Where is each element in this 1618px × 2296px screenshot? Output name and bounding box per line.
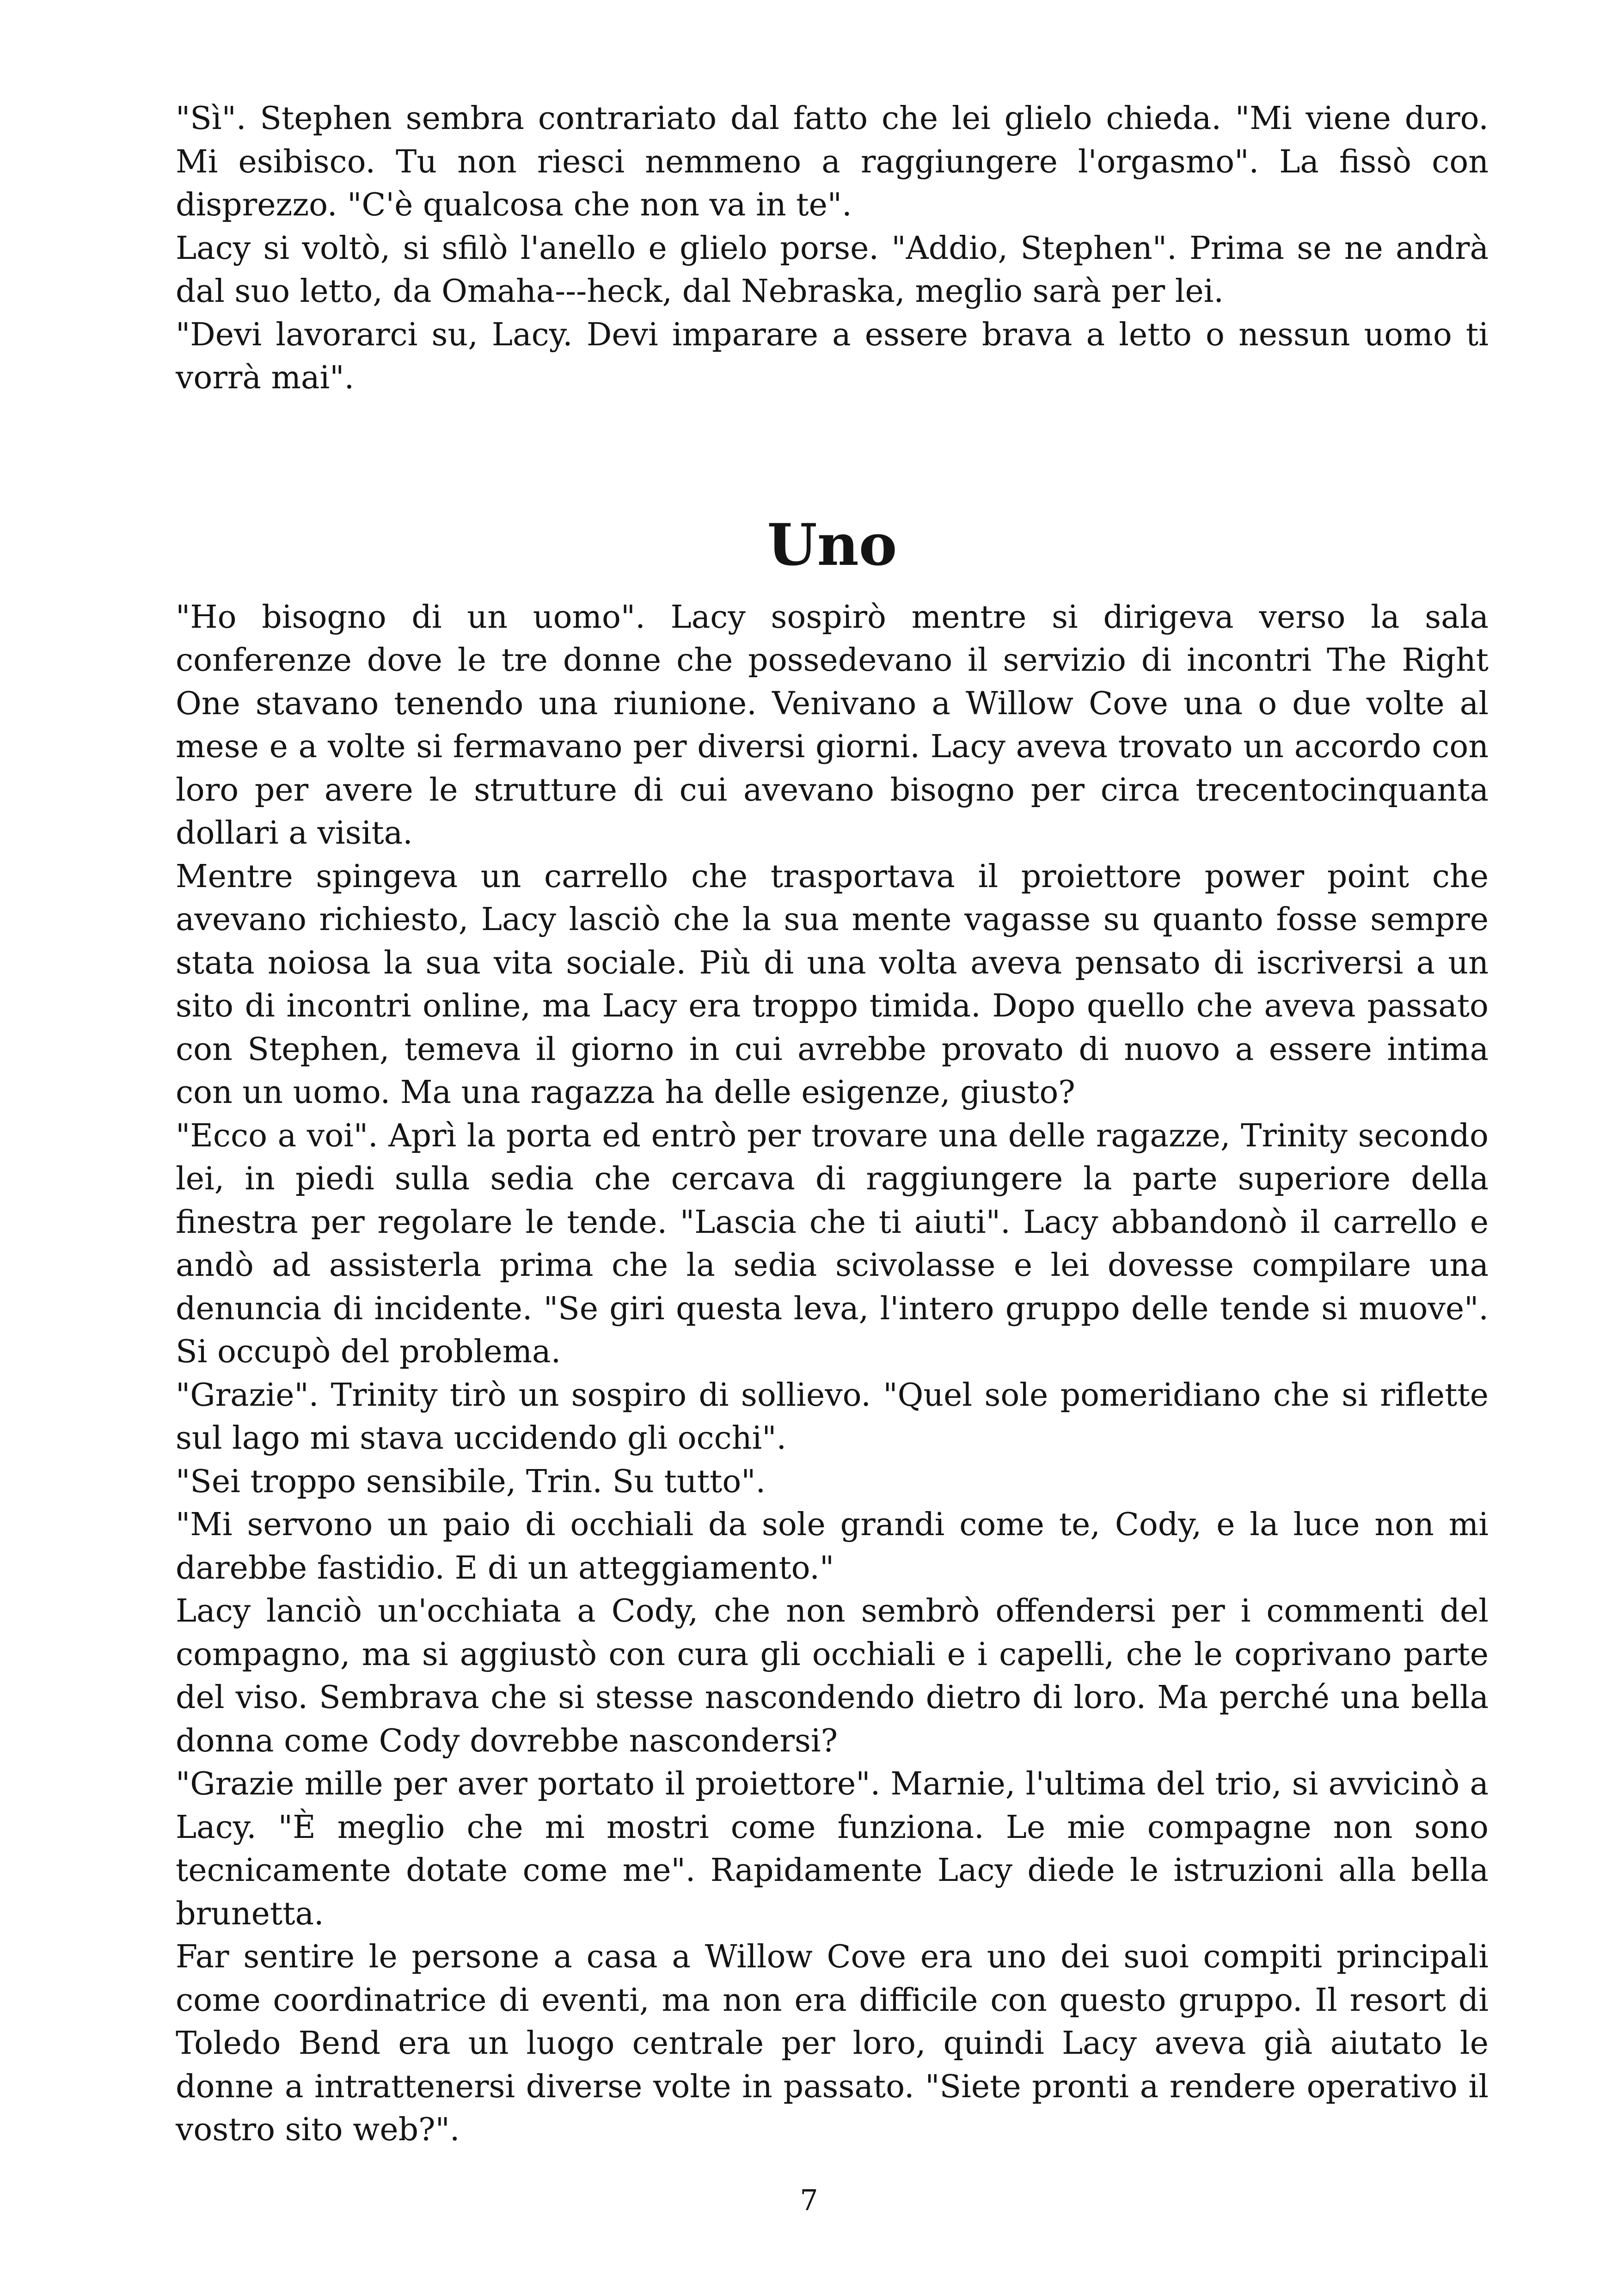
top-section — [176, 97, 1489, 400]
paragraph: "Sei troppo sensibile, Trin. Su tutto". — [176, 1463, 766, 1500]
paragraph: "Grazie". Trinity tirò un sospiro di sollievo. "Quel sole pomeridiano che si riflette sul lago mi stava uccidendo gli occhi". — [176, 1377, 1489, 1457]
title-gap — [176, 580, 1489, 596]
paragraph: "Ecco a voi". Aprì la porta ed entrò per trovare una delle ragazze, Trinity secondo lei, in piedi sulla sedia che cercava di raggiungere la parte superiore della finestra per regolare le tende. "Lascia che ti aiuti". Lacy abbandonò il carrello e andò ad assisterla prima che la sedia scivolasse e lei dovesse compilare una denuncia di incidente. "Se giri questa leva, l'intero gruppo delle tende si muove". Si occupò del problema. — [176, 1117, 1489, 1370]
paragraph: Mentre spingeva un carrello che trasportava il proiettore power point che avevano richiesto, Lacy lasciò che la sua mente vagasse su quanto fosse sempre stata noiosa la sua vita sociale. Più di una volta aveva pensato di iscriversi a un sito di incontri online, ma Lacy era troppo timida. Dopo quello che aveva passato con Stephen, temeva il giorno in cui avrebbe provato di nuovo a essere intima con un uomo. Ma una ragazza ha delle esigenze, giusto? — [176, 858, 1489, 1111]
chapter-body — [176, 596, 1489, 2152]
paragraph: Lacy si voltò, si sfilò l'anello e glielo porse. "Addio, Stephen". Prima se ne andrà dal suo letto, da Omaha---heck, dal Nebraska, meglio sarà per lei. — [176, 230, 1489, 310]
paragraph: Lacy lanciò un'occhiata a Cody, che non sembrò offendersi per i commenti del compagno, ma si aggiustò con cura gli occhiali e i capelli, che le coprivano parte del viso. Sembrava che si stesse nascondendo dietro di loro. Ma perché una bella donna come Cody dovrebbe nascondersi? — [176, 1593, 1489, 1759]
paragraph: Far sentire le persone a casa a Willow Cove era uno dei suoi compiti principali come coordinatrice di eventi, ma non era difficile con questo gruppo. Il resort di Toledo Bend era un luogo centrale per loro, quindi Lacy aveva già aiutato le donne a intrattenersi diverse volte in passato. "Siete pronti a rendere operativo il vostro sito web?". — [176, 1939, 1489, 2148]
page-number: 7 — [800, 2183, 818, 2217]
page-body — [176, 97, 1489, 2152]
paragraph: "Ho bisogno di un uomo". Lacy sospirò mentre si dirigeva verso la sala conferenze dove le tre donne che possedevano il servizio di incontri The Right One stavano tenendo una riunione. Venivano a Willow Cove una o due volte al mese e a volte si fermavano per diversi giorni. Lacy aveva trovato un accordo con loro per avere le strutture di cui avevano bisogno per circa trecentocinquanta dollari a visita. — [176, 599, 1489, 851]
chapter-title: Uno — [767, 511, 897, 579]
paragraph: "Sì". Stephen sembra contrariato dal fatto che lei glielo chieda. "Mi viene duro. Mi esibisco. Tu non riesci nemmeno a raggiungere l'orgasmo". La fissò con disprezzo. "C'è qualcosa che non va in te". — [176, 100, 1489, 223]
section-gap — [176, 400, 1489, 511]
paragraph: "Mi servono un paio di occhiali da sole grandi come te, Cody, e la luce non mi darebbe fastidio. E di un atteggiamento." — [176, 1506, 1489, 1586]
paragraph: "Grazie mille per aver portato il proiettore". Marnie, l'ultima del trio, si avvicinò a Lacy. "È meglio che mi mostri come funziona. Le mie compagne non sono tecnicamente dotate come me". Rapidamente Lacy diede le istruzioni alla bella brunetta. — [176, 1766, 1489, 1932]
paragraph: "Devi lavorarci su, Lacy. Devi imparare a essere brava a letto o nessun uomo ti vorrà mai". — [176, 316, 1489, 396]
